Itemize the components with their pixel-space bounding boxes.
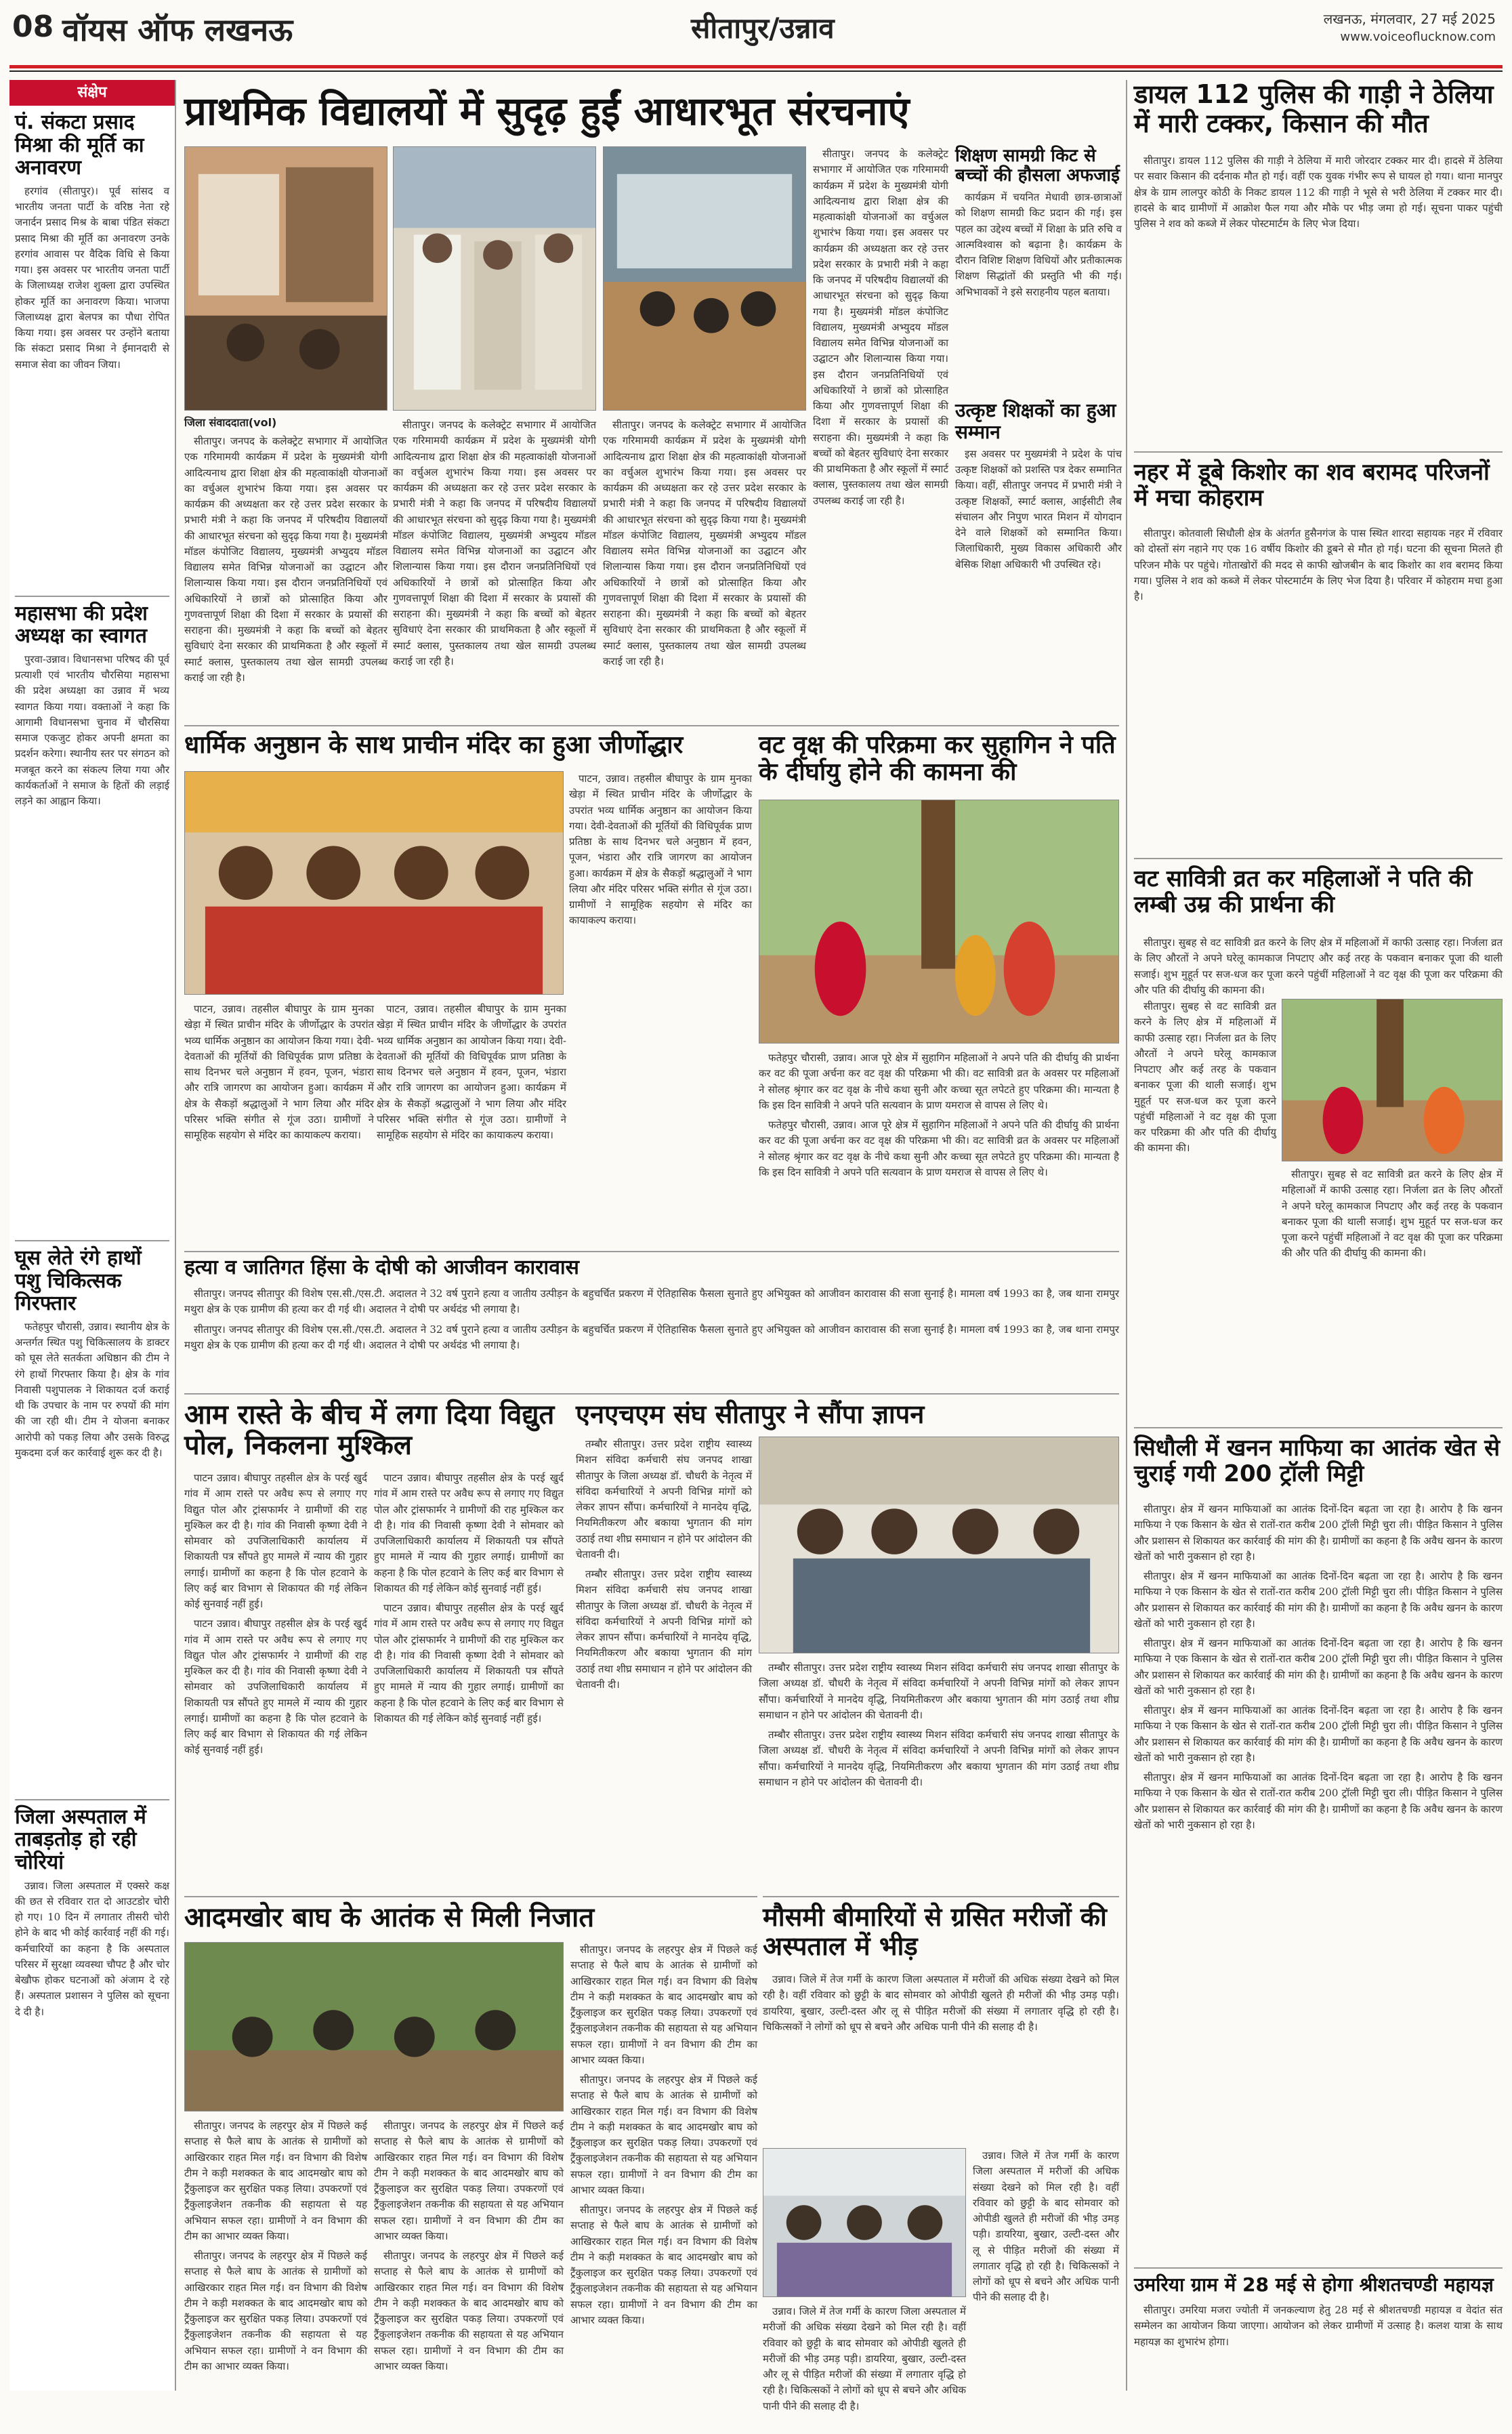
paper-name: वॉयस ऑफ लखनऊ (62, 12, 293, 48)
lead-photo-1 (184, 146, 387, 411)
vat-women-photo (1282, 999, 1503, 1161)
divider (184, 1393, 1119, 1395)
divider (1134, 2267, 1503, 2269)
canal-body: सीतापुर। कोतवाली सिधौली क्षेत्र के अंतर्गत हुसैनगंज के पास स्थित शारदा सहायक नहर में रविवार को दोस्तों संग नहाने गए एक 16 वर्षीय किशोर की डूबने से मौत हो गई। घटना की सूचना मिलते ही परिजन मौके पर पहुंचे। गोताखोरों की मदद से काफी खोजबीन के बाद किशोर का शव बरामद किया गया। पुलिस ने शव को कब्जे में लेकर पोस्टमार्टम के लिए भेज दिया है। परिवार में कोहराम मचा हुआ है। (1134, 527, 1503, 602)
lead-photo-3 (603, 146, 806, 411)
vat-women-body-2: सीतापुर। सुबह से वट सावित्री व्रत करने के लिए क्षेत्र में महिलाओं में काफी उत्साह रहा। निर्जला व्रत के लिए औरतों ने अपने घरेलू कामकाज निपटाए और कई तरह के पकवान बनाकर पूजा की थाली सजाई। शुभ मुहूर्त पर सज-धज कर पूजा करने पहुंचीं महिलाओं ने वट वृक्ष की पूजा कर परिक्रमा की और पति की दीर्घायु की कामना की। (1282, 1168, 1503, 1260)
lead-headline: प्राथमिक विद्यालयों में सुदृढ़ हुईं आधारभूत संरचनाएं (184, 88, 910, 134)
lead-sub2-headline: उत्कृष्ट शिक्षकों का हुआ सम्मान (955, 399, 1116, 443)
brief-headline: महासभा की प्रदेश अध्यक्ष का स्वागत (15, 601, 148, 648)
section-title: सीतापुर/उन्नाव (691, 12, 835, 45)
vat-body: फतेहपुर चौरासी, उन्नाव। आज पूरे क्षेत्र में सुहागिन महिलाओं ने अपने पति की दीर्घायु की प्रार्थना कर वट की पूजा अर्चना कर वट वृक्ष की परिक्रमा भी की। वट सावित्री व्रत के अवसर पर महिलाओं ने सोलह श्रृंगार कर वट वृक्ष के नीचे कथा सुनी और कच्चा सूत लपेटते हुए परिक्रमा की। मान्यता है कि इस दिन सावित्री ने अपने पति सत्यवान के प्राण यमराज से वापस ले लिए थे। फतेहपुर चौरासी, उन्नाव। आज पूरे क्षेत्र में सुहागिन महिलाओं ने अपने पति की दीर्घायु की प्रार्थना कर वट की पूजा अर्चना कर वट वृक्ष की परिक्रमा भी की। वट सावित्री व्रत के अवसर पर महिलाओं ने सोलह श्रृंगार कर वट वृक्ष के नीचे कथा सुनी और कच्चा सूत लपेटते हुए परिक्रमा की। मान्यता है कि इस दिन सावित्री ने अपने पति सत्यवान के प्राण यमराज से वापस ले लिए थे। (759, 1052, 1119, 1178)
brief-sidebar (9, 80, 176, 2391)
mining-body: सीतापुर। क्षेत्र में खनन माफियाओं का आतंक दिनों-दिन बढ़ता जा रहा है। आरोप है कि खनन माफिया ने एक किसान के खेत से रातों-रात करीब 200 ट्रॉली मिट्टी चुरा ली। पीड़ित किसान ने पुलिस और प्रशासन से शिकायत कर कार्रवाई की मांग की है। ग्रामीणों का कहना है कि अवैध खनन के कारण खेतों को भारी नुकसान हो रहा है। सीतापुर। क्षेत्र में खनन माफियाओं का आतंक दिनों-दिन बढ़ता जा रहा है। आरोप है कि खनन माफिया ने एक किसान के खेत से रातों-रात करीब 200 ट्रॉली मिट्टी चुरा ली। पीड़ित किसान ने पुलिस और प्रशासन से शिकायत कर कार्रवाई की मांग की है। ग्रामीणों का कहना है कि अवैध खनन के कारण खेतों को भारी नुकसान हो रहा है। सीतापुर। क्षेत्र में खनन माफियाओं का आतंक दिनों-दिन बढ़ता जा रहा है। आरोप है कि खनन माफिया ने एक किसान के खेत से रातों-रात करीब 200 ट्रॉली मिट्टी चुरा ली। पीड़ित किसान ने पुलिस और प्रशासन से शिकायत कर कार्रवाई की मांग की है। ग्रामीणों का कहना है कि अवैध खनन के कारण खेतों को भारी नुकसान हो रहा है। सीतापुर। क्षेत्र में खनन माफियाओं का आतंक दिनों-दिन बढ़ता जा रहा है। आरोप है कि खनन माफिया ने एक किसान के खेत से रातों-रात करीब 200 ट्रॉली मिट्टी चुरा ली। पीड़ित किसान ने पुलिस और प्रशासन से शिकायत कर कार्रवाई की मांग की है। ग्रामीणों का कहना है कि अवैध खनन के कारण खेतों को भारी नुकसान हो रहा है। सीतापुर। क्षेत्र में खनन माफियाओं का आतंक दिनों-दिन बढ़ता जा रहा है। आरोप है कि खनन माफिया ने एक किसान के खेत से रातों-रात करीब 200 ट्रॉली मिट्टी चुरा ली। पीड़ित किसान ने पुलिस और प्रशासन से शिकायत कर कार्रवाई की मांग की है। ग्रामीणों का कहना है कि अवैध खनन के कारण खेतों को भारी नुकसान हो रहा है। (1134, 1503, 1503, 1831)
divider (1134, 858, 1503, 859)
lead-photo-2 (393, 146, 596, 411)
canal-headline: नहर में डूबे किशोर का शव बरामद परिजनों में मचा कोहराम (1134, 459, 1490, 512)
brief-body: हरगांव (सीतापुर)। पूर्व सांसद व भारतीय जनता पार्टी के वरिष्ठ नेता रहे जनार्दन प्रसाद मिश्र के बाबा पंडित संकटा प्रसाद मिश्रा की मूर्ति का अनावरण उनके हरगांव आवास पर वैदिक विधि से किया गया। इस अवसर पर भारतीय जनता पार्टी के जिलाध्यक्ष राजेश शुक्ला द्वारा उपस्थित होकर मूर्ति का अनावरण किया। भाजपा जिलाध्यक्ष द्वारा बेलपत्र का पौधा रोपित किया गया। इस अवसर पर उन्होंने बताया कि संकटा प्रसाद मिश्रा ने ईमानदारी से समाज सेवा का जीवन जिया। (15, 184, 169, 371)
yagya-headline: उमरिया ग्राम में 28 मई से होगा श्रीशतचण्डी महायज्ञ (1134, 2273, 1494, 2296)
lead-sidebars (955, 146, 1122, 718)
vat-women-lede: सीतापुर। सुबह से वट सावित्री व्रत करने के लिए क्षेत्र में महिलाओं में काफी उत्साह रहा। निर्जला व्रत के लिए औरतों ने अपने घरेलू कामकाज निपटाए और कई तरह के पकवान बनाकर पूजा की थाली सजाई। शुभ मुहूर्त पर सज-धज कर पूजा करने पहुंचीं महिलाओं ने वट वृक्ष की पूजा कर परिक्रमा की और पति की दीर्घायु की कामना की। (1134, 936, 1503, 996)
pole-body: पाटन उन्नाव। बीघापुर तहसील क्षेत्र के परई खुर्द गांव में आम रास्ते पर अवैध रूप से लगाए गए विद्युत पोल और ट्रांसफार्मर ने ग्रामीणों की राह मुश्किल कर दी है। गांव की निवासी कृष्णा देवी ने सोमवार को उपजिलाधिकारी कार्यालय में शिकायती पत्र सौंपते हुए मामले में न्याय की गुहार लगाई। ग्रामीणों का कहना है कि पोल हटवाने के लिए कई बार विभाग से शिकायत की गई लेकिन कोई सुनवाई नहीं हुई। पाटन उन्नाव। बीघापुर तहसील क्षेत्र के परई खुर्द गांव में आम रास्ते पर अवैध रूप से लगाए गए विद्युत पोल और ट्रांसफार्मर ने ग्रामीणों की राह मुश्किल कर दी है। गांव की निवासी कृष्णा देवी ने सोमवार को उपजिलाधिकारी कार्यालय में शिकायती पत्र सौंपते हुए मामले में न्याय की गुहार लगाई। ग्रामीणों का कहना है कि पोल हटवाने के लिए कई बार विभाग से शिकायत की गई लेकिन कोई सुनवाई नहीं हुई। (184, 1472, 367, 1756)
divider (763, 1896, 1119, 1897)
mining-headline: सिधौली में खनन माफिया का आतंक खेत से चुराई गयी 200 ट्रॉली मिट्टी (1134, 1435, 1500, 1488)
temple-photo (184, 771, 564, 995)
yagya-body: सीतापुर। उमरिया मजरा ज्योती में जनकल्याण हेतु 28 मई से श्रीशतचण्डी महायज्ञ व वेदांत संत सम्मेलन का आयोजन किया जाएगा। आयोजन को लेकर ग्रामीणों में उत्साह है। कलश यात्रा के साथ महायज्ञ का शुभारंभ होगा। (1134, 2304, 1503, 2348)
disease-photo (763, 2148, 966, 2297)
dial112-headline: डायल 112 पुलिस की गाड़ी ने ठेलिया में मारी टक्कर, किसान की मौत (1134, 79, 1494, 138)
column-divider (1126, 80, 1127, 2391)
brief-headline: पं. संकटा प्रसाद मिश्रा की मूर्ति का अनावरण (15, 110, 144, 180)
verdict-headline: हत्या व जातिगत हिंसा के दोषी को आजीवन कारावास (184, 1256, 579, 1279)
temple-body-2: पाटन, उन्नाव। तहसील बीघापुर के ग्राम मुनका खेड़ा में स्थित प्राचीन मंदिर के जीर्णोद्धार के उपरांत भव्य धार्मिक अनुष्ठान का आयोजन किया गया। देवी-देवताओं की मूर्तियों की विधिपूर्वक प्राण प्रतिष्ठा के साथ दिनभर चले अनुष्ठान में हवन, पूजन, भंडारा और रात्रि जागरण का आयोजन हुआ। कार्यक्रम में क्षेत्र के सैकड़ों श्रद्धालुओं ने भाग लिया और मंदिर परिसर भक्ति संगीत से गूंज उठा। ग्रामीणों ने सामूहिक सहयोग से मंदिर का कायाकल्प कराया। (184, 1003, 374, 1141)
vat-women-body: सीतापुर। सुबह से वट सावित्री व्रत करने के लिए क्षेत्र में महिलाओं में काफी उत्साह रहा। निर्जला व्रत के लिए औरतों ने अपने घरेलू कामकाज निपटाए और कई तरह के पकवान बनाकर पूजा की थाली सजाई। शुभ मुहूर्त पर सज-धज कर पूजा करने पहुंचीं महिलाओं ने वट वृक्ष की पूजा कर परिक्रमा की और पति की दीर्घायु की कामना की। (1134, 1000, 1276, 1155)
nhm-body: तम्बौर सीतापुर। उत्तर प्रदेश राष्ट्रीय स्वास्थ्य मिशन संविदा कर्मचारी संघ जनपद शाखा सीतापुर के जिला अध्यक्ष डॉ. चौधरी के नेतृत्व में संविदा कर्मचारियों ने अपनी विभिन्न मांगों को लेकर ज्ञापन सौंपा। कर्मचारियों ने मानदेय वृद्धि, नियमितीकरण और बकाया भुगतान की मांग उठाई तथा शीघ्र समाधान न होने पर आंदोलन की चेतावनी दी। तम्बौर सीतापुर। उत्तर प्रदेश राष्ट्रीय स्वास्थ्य मिशन संविदा कर्मचारी संघ जनपद शाखा सीतापुर के जिला अध्यक्ष डॉ. चौधरी के नेतृत्व में संविदा कर्मचारियों ने अपनी विभिन्न मांगों को लेकर ज्ञापन सौंपा। कर्मचारियों ने मानदेय वृद्धि, नियमितीकरण और बकाया भुगतान की मांग उठाई तथा शीघ्र समाधान न होने पर आंदोलन की चेतावनी दी। (576, 1438, 752, 1691)
lead-sub1-body: कार्यक्रम में चयनित मेधावी छात्र-छात्राओं को शिक्षण सामग्री किट प्रदान की गई। इस पहल का उद्देश्य बच्चों में शिक्षा के प्रति रुचि व आत्मविश्वास को बढ़ाना है। कार्यक्रम के दौरान विशिष्ट शिक्षण विधियों और प्रतीकात्मक शिक्षण सिद्धांतों की प्रस्तुति भी की गई। अभिभावकों ने इसे सराहनीय पहल बताया। (955, 191, 1122, 298)
verdict-body: सीतापुर। जनपद सीतापुर की विशेष एस.सी./एस.टी. अदालत ने 32 वर्ष पुराने हत्या व जातीय उत्पीड़न के बहुचर्चित प्रकरण में ऐतिहासिक फैसला सुनाते हुए अभियुक्त को आजीवन कारावास की सजा सुनाई है। मामला वर्ष 1993 का है, जब थाना रामपुर मथुरा क्षेत्र के एक ग्रामीण की हत्या कर दी गई थी। अदालत ने दोषी पर अर्थदंड भी लगाया है। सीतापुर। जनपद सीतापुर की विशेष एस.सी./एस.टी. अदालत ने 32 वर्ष पुराने हत्या व जातीय उत्पीड़न के बहुचर्चित प्रकरण में ऐतिहासिक फैसला सुनाते हुए अभियुक्त को आजीवन कारावास की सजा सुनाई है। मामला वर्ष 1993 का है, जब थाना रामपुर मथुरा क्षेत्र के एक ग्रामीण की हत्या कर दी गई थी। अदालत ने दोषी पर अर्थदंड भी लगाया है। (184, 1287, 1119, 1351)
divider (184, 1251, 1119, 1252)
disease-body: उन्नाव। जिले में तेज गर्मी के कारण जिला अस्पताल में मरीजों की अधिक संख्या देखने को मिल रही है। वहीं रविवार को छुट्टी के बाद सोमवार को ओपीडी खुलते ही मरीजों की भीड़ उमड़ पड़ी। डायरिया, बुखार, उल्टी-दस्त और लू से पीड़ित मरीजों की संख्या में लगातार वृद्धि हो रही है। चिकित्सकों ने लोगों को धूप से बचने और अधिक पानी पीने की सलाह दी है। (763, 1973, 1119, 2033)
tiger-body-2: सीतापुर। जनपद के लहरपुर क्षेत्र में पिछले कई सप्ताह से फैले बाघ के आतंक से ग्रामीणों को आखिरकार राहत मिल गई। वन विभाग की विशेष टीम ने कड़ी मशक्कत के बाद आदमखोर बाघ को ट्रैंकुलाइज कर सुरक्षित पकड़ लिया। उपकरणों एवं ट्रैंकुलाइजेशन तकनीक की सहायता से यह अभियान सफल रहा। ग्रामीणों ने वन विभाग की टीम का आभार व्यक्त किया। सीतापुर। जनपद के लहरपुर क्षेत्र में पिछले कई सप्ताह से फैले बाघ के आतंक से ग्रामीणों को आखिरकार राहत मिल गई। वन विभाग की विशेष टीम ने कड़ी मशक्कत के बाद आदमखोर बाघ को ट्रैंकुलाइज कर सुरक्षित पकड़ लिया। उपकरणों एवं ट्रैंकुलाइजेशन तकनीक की सहायता से यह अभियान सफल रहा। ग्रामीणों ने वन विभाग की टीम का आभार व्यक्त किया। (374, 2120, 564, 2372)
pole-headline: आम रास्ते के बीच में लगा दिया विद्युत पोल, निकलना मुश्किल (184, 1399, 555, 1461)
dial112-body: सीतापुर। डायल 112 पुलिस की गाड़ी ने ठेलिया में मारी जोरदार टक्कर मार दी। हादसे में ठेलिया पर सवार किसान की दर्दनाक मौत हो गई। वहीं एक युवक गंभीर रूप से घायल हो गया। थाना मानपुर क्षेत्र के ग्राम लालपुर कोठी के निकट डायल 112 की गाड़ी ने भूसे से भरी ठेलिया में टक्कर मार दी। हादसे के बाद ग्रामीणों में आक्रोश फैल गया और मौके पर भीड़ जमा हो गई। सूचना पाकर पहुंची पुलिस ने शव को कब्जे में लेकर पोस्टमार्टम के लिए भेज दिया। (1134, 154, 1503, 230)
divider (184, 1896, 757, 1897)
temple-body: पाटन, उन्नाव। तहसील बीघापुर के ग्राम मुनका खेड़ा में स्थित प्राचीन मंदिर के जीर्णोद्धार के उपरांत भव्य धार्मिक अनुष्ठान का आयोजन किया गया। देवी-देवताओं की मूर्तियों की विधिपूर्वक प्राण प्रतिष्ठा के साथ दिनभर चले अनुष्ठान में हवन, पूजन, भंडारा और रात्रि जागरण का आयोजन हुआ। कार्यक्रम में क्षेत्र के सैकड़ों श्रद्धालुओं ने भाग लिया और मंदिर परिसर भक्ति संगीत से गूंज उठा। ग्रामीणों ने सामूहिक सहयोग से मंदिर का कायाकल्प कराया। (569, 772, 752, 927)
tiger-photo (184, 1942, 564, 2111)
lead-body-col4: सीतापुर। जनपद के कलेक्ट्रेट सभागार में आयोजित एक गरिमामयी कार्यक्रम में प्रदेश के मुख्यमंत्री योगी आदित्यनाथ द्वारा शिक्षा क्षेत्र की महत्वाकांक्षी योजनाओं का वर्चुअल शुभारंभ किया गया। इस अवसर पर कार्यक्रम की अध्यक्षता कर रहे उत्तर प्रदेश सरकार के प्रभारी मंत्री ने कहा कि जनपद में परिषदीय विद्यालयों की आधारभूत संरचना को सुदृढ़ किया गया है। मुख्यमंत्री मॉडल कंपोजिट विद्यालय, मुख्यमंत्री अभ्युदय मॉडल विद्यालय समेत विभिन्न योजनाओं का उद्घाटन और शिलान्यास किया गया। इस दौरान जनप्रतिनिधियों एवं अधिकारियों ने छात्रों को प्रोत्साहित किया और गुणवत्तापूर्ण शिक्षा की दिशा में सरकार के प्रयासों की सराहना की। मुख्यमंत्री ने कहा कि बच्चों को बेहतर सुविधाएं देना सरकार की प्राथमिकता है और स्कूलों में स्मार्ट क्लास, पुस्तकालय तथा खेल सामग्री उपलब्ध कराई जा रही है। (813, 148, 948, 507)
brief-story (9, 602, 175, 1235)
temple-body-3: पाटन, उन्नाव। तहसील बीघापुर के ग्राम मुनका खेड़ा में स्थित प्राचीन मंदिर के जीर्णोद्धार के उपरांत भव्य धार्मिक अनुष्ठान का आयोजन किया गया। देवी-देवताओं की मूर्तियों की विधिपूर्वक प्राण प्रतिष्ठा के साथ दिनभर चले अनुष्ठान में हवन, पूजन, भंडारा और रात्रि जागरण का आयोजन हुआ। कार्यक्रम में क्षेत्र के सैकड़ों श्रद्धालुओं ने भाग लिया और मंदिर परिसर भक्ति संगीत से गूंज उठा। ग्रामीणों ने सामूहिक सहयोग से मंदिर का कायाकल्प कराया। (377, 1003, 566, 1141)
brief-headline: घूस लेते रंगे हाथों पशु चिकित्सक गिरफ्तार (15, 1245, 142, 1316)
nhm-photo (759, 1437, 1119, 1653)
disease-body-2: उन्नाव। जिले में तेज गर्मी के कारण जिला अस्पताल में मरीजों की अधिक संख्या देखने को मिल रही है। वहीं रविवार को छुट्टी के बाद सोमवार को ओपीडी खुलते ही मरीजों की भीड़ उमड़ पड़ी। डायरिया, बुखार, उल्टी-दस्त और लू से पीड़ित मरीजों की संख्या में लगातार वृद्धि हो रही है। चिकित्सकों ने लोगों को धूप से बचने और अधिक पानी पीने की सलाह दी है। (973, 2149, 1119, 2304)
brief-story (9, 1806, 175, 2434)
page-number: 08 (12, 9, 54, 44)
tiger-headline: आदमखोर बाघ के आतंक से मिली निजात (184, 1902, 595, 1933)
brief-tag: संक्षेप (9, 80, 175, 106)
brief-headline: जिला अस्पताल में ताबड़तोड़ हो रही चोरियां (15, 1804, 146, 1874)
brief-body: पुरवा-उन्नाव। विधानसभा परिषद की पूर्व प्रत्याशी एवं भारतीय चौरसिया महासभा की प्रदेश अध्यक्षा का उन्नाव में भव्य स्वागत किया गया। वक्ताओं ने कहा कि आगामी विधानसभा चुनाव में चौरसिया समाज एकजुट होकर अपनी क्षमता का प्रदर्शन करेगा। स्थानीय स्तर पर संगठन को मजबूत करने का संकल्प लिया गया और कार्यकर्ताओं ने समाज के हितों की लड़ाई लड़ने का आह्वान किया। (15, 653, 169, 808)
temple-headline: धार्मिक अनुष्ठान के साथ प्राचीन मंदिर का हुआ जीर्णोद्धार (184, 731, 684, 759)
masthead-rule (9, 65, 1503, 68)
lead-body-col2: सीतापुर। जनपद के कलेक्ट्रेट सभागार में आयोजित एक गरिमामयी कार्यक्रम में प्रदेश के मुख्यमंत्री योगी आदित्यनाथ द्वारा शिक्षा क्षेत्र की महत्वाकांक्षी योजनाओं का वर्चुअल शुभारंभ किया गया। इस अवसर पर कार्यक्रम की अध्यक्षता कर रहे उत्तर प्रदेश सरकार के प्रभारी मंत्री ने कहा कि जनपद में परिषदीय विद्यालयों की आधारभूत संरचना को सुदृढ़ किया गया है। मुख्यमंत्री मॉडल कंपोजिट विद्यालय, मुख्यमंत्री अभ्युदय मॉडल विद्यालय समेत विभिन्न योजनाओं का उद्घाटन और शिलान्यास किया गया। इस दौरान जनप्रतिनिधियों एवं अधिकारियों ने छात्रों को प्रोत्साहित किया और गुणवत्तापूर्ण शिक्षा की दिशा में सरकार के प्रयासों की सराहना की। मुख्यमंत्री ने कहा कि बच्चों को बेहतर सुविधाएं देना सरकार की प्राथमिकता है और स्कूलों में स्मार्ट क्लास, पुस्तकालय तथा खेल सामग्री उपलब्ध कराई जा रही है। (393, 419, 596, 667)
vat-headline: वट वृक्ष की परिक्रमा कर सुहागिन ने पति के दीर्घायु होने की कामना की (759, 731, 1116, 787)
lead-byline: जिला संवाददाता(vol) (184, 416, 277, 429)
brief-body: उन्नाव। जिला अस्पताल में एक्सरे कक्ष की छत से रविवार रात दो आउटडोर चोरी हो गए। 10 दिन में लगातार तीसरी चोरी होने के बाद भी कोई कार्रवाई नहीं की गई। कर्मचारियों का कहना है कि अस्पताल परिसर में सुरक्षा व्यवस्था चौपट है और चोर बेखौफ होकर घटनाओं को अंजाम दे रहे हैं। अस्पताल प्रशासन ने पुलिस को सूचना दे दी है। (15, 1879, 169, 2018)
disease-body-3: उन्नाव। जिले में तेज गर्मी के कारण जिला अस्पताल में मरीजों की अधिक संख्या देखने को मिल रही है। वहीं रविवार को छुट्टी के बाद सोमवार को ओपीडी खुलते ही मरीजों की भीड़ उमड़ पड़ी। डायरिया, बुखार, उल्टी-दस्त और लू से पीड़ित मरीजों की संख्या में लगातार वृद्धि हो रही है। चिकित्सकों ने लोगों को धूप से बचने और अधिक पानी पीने की सलाह दी है। (763, 2305, 966, 2412)
masthead-rule-thin (9, 70, 1503, 72)
nhm-body-2: तम्बौर सीतापुर। उत्तर प्रदेश राष्ट्रीय स्वास्थ्य मिशन संविदा कर्मचारी संघ जनपद शाखा सीतापुर के जिला अध्यक्ष डॉ. चौधरी के नेतृत्व में संविदा कर्मचारियों ने अपनी विभिन्न मांगों को लेकर ज्ञापन सौंपा। कर्मचारियों ने मानदेय वृद्धि, नियमितीकरण और बकाया भुगतान की मांग उठाई तथा शीघ्र समाधान न होने पर आंदोलन की चेतावनी दी। तम्बौर सीतापुर। उत्तर प्रदेश राष्ट्रीय स्वास्थ्य मिशन संविदा कर्मचारी संघ जनपद शाखा सीतापुर के जिला अध्यक्ष डॉ. चौधरी के नेतृत्व में संविदा कर्मचारियों ने अपनी विभिन्न मांगों को लेकर ज्ञापन सौंपा। कर्मचारियों ने मानदेय वृद्धि, नियमितीकरण और बकाया भुगतान की मांग उठाई तथा शीघ्र समाधान न होने पर आंदोलन की चेतावनी दी। (759, 1662, 1119, 1788)
brief-story (9, 1247, 175, 1794)
vat-women-headline: वट सावित्री व्रत कर महिलाओं ने पति की लम्बी उम्र की प्रार्थना की (1134, 865, 1473, 919)
divider (1134, 1427, 1503, 1428)
lead-sub1-headline: शिक्षण सामग्री किट से बच्चों की हौसला अफजाई (955, 146, 1120, 186)
lead-body-col3: सीतापुर। जनपद के कलेक्ट्रेट सभागार में आयोजित एक गरिमामयी कार्यक्रम में प्रदेश के मुख्यमंत्री योगी आदित्यनाथ द्वारा शिक्षा क्षेत्र की महत्वाकांक्षी योजनाओं का वर्चुअल शुभारंभ किया गया। इस अवसर पर कार्यक्रम की अध्यक्षता कर रहे उत्तर प्रदेश सरकार के प्रभारी मंत्री ने कहा कि जनपद में परिषदीय विद्यालयों की आधारभूत संरचना को सुदृढ़ किया गया है। मुख्यमंत्री मॉडल कंपोजिट विद्यालय, मुख्यमंत्री अभ्युदय मॉडल विद्यालय समेत विभिन्न योजनाओं का उद्घाटन और शिलान्यास किया गया। इस दौरान जनप्रतिनिधियों एवं अधिकारियों ने छात्रों को प्रोत्साहित किया और गुणवत्तापूर्ण शिक्षा की दिशा में सरकार के प्रयासों की सराहना की। मुख्यमंत्री ने कहा कि बच्चों को बेहतर सुविधाएं देना सरकार की प्राथमिकता है और स्कूलों में स्मार्ट क्लास, पुस्तकालय तथा खेल सामग्री उपलब्ध कराई जा रही है। (603, 419, 806, 667)
brief-story (9, 111, 175, 590)
vat-photo (759, 800, 1119, 1044)
disease-headline: मौसमी बीमारियों से ग्रसित मरीजों की अस्पताल में भीड़ (763, 1902, 1107, 1961)
brief-body: फतेहपुर चौरासी, उन्नाव। स्थानीय क्षेत्र के अन्तर्गत स्थित पशु चिकित्सालय के डाक्टर को घूस लेते सतर्कता अधिष्ठान की टीम ने रंगे हाथों गिरफ्तार किया है। क्षेत्र के गांव निवासी पशुपालक ने शिकायत दर्ज कराई थी कि उपचार के नाम पर रुपयों की मांग की जा रही थी। टीम ने योजना बनाकर आरोपी को पकड़ लिया और उसके विरुद्ध मुकदमा दर्ज कर कार्रवाई शुरू कर दी है। (15, 1320, 169, 1459)
nhm-headline: एनएचएम संघ सीतापुर ने सौंपा ज्ञापन (576, 1399, 925, 1429)
website-url: www.voiceoflucknow.com (1340, 30, 1496, 44)
lead-sub2-body: इस अवसर पर मुख्यमंत्री ने प्रदेश के पांच उत्कृष्ट शिक्षकों को प्रशस्ति पत्र देकर सम्मानित किया। वहीं, सीतापुर जनपद में प्रभारी मंत्री ने उत्कृष्ट शिक्षकों, स्मार्ट क्लास, आईसीटी लैब संचालन और निपुण भारत मिशन में योगदान देने वाले शिक्षकों को सम्मानित किया। जिलाधिकारी, मुख्य विकास अधिकारी और बेसिक शिक्षा अधिकारी भी उपस्थित रहे। (955, 447, 1122, 571)
pole-body-2: पाटन उन्नाव। बीघापुर तहसील क्षेत्र के परई खुर्द गांव में आम रास्ते पर अवैध रूप से लगाए गए विद्युत पोल और ट्रांसफार्मर ने ग्रामीणों की राह मुश्किल कर दी है। गांव की निवासी कृष्णा देवी ने सोमवार को उपजिलाधिकारी कार्यालय में शिकायती पत्र सौंपते हुए मामले में न्याय की गुहार लगाई। ग्रामीणों का कहना है कि पोल हटवाने के लिए कई बार विभाग से शिकायत की गई लेकिन कोई सुनवाई नहीं हुई। पाटन उन्नाव। बीघापुर तहसील क्षेत्र के परई खुर्द गांव में आम रास्ते पर अवैध रूप से लगाए गए विद्युत पोल और ट्रांसफार्मर ने ग्रामीणों की राह मुश्किल कर दी है। गांव की निवासी कृष्णा देवी ने सोमवार को उपजिलाधिकारी कार्यालय में शिकायती पत्र सौंपते हुए मामले में न्याय की गुहार लगाई। ग्रामीणों का कहना है कि पोल हटवाने के लिए कई बार विभाग से शिकायत की गई लेकिन कोई सुनवाई नहीं हुई। (374, 1472, 564, 1725)
tiger-body: सीतापुर। जनपद के लहरपुर क्षेत्र में पिछले कई सप्ताह से फैले बाघ के आतंक से ग्रामीणों को आखिरकार राहत मिल गई। वन विभाग की विशेष टीम ने कड़ी मशक्कत के बाद आदमखोर बाघ को ट्रैंकुलाइज कर सुरक्षित पकड़ लिया। उपकरणों एवं ट्रैंकुलाइजेशन तकनीक की सहायता से यह अभियान सफल रहा। ग्रामीणों ने वन विभाग की टीम का आभार व्यक्त किया। सीतापुर। जनपद के लहरपुर क्षेत्र में पिछले कई सप्ताह से फैले बाघ के आतंक से ग्रामीणों को आखिरकार राहत मिल गई। वन विभाग की विशेष टीम ने कड़ी मशक्कत के बाद आदमखोर बाघ को ट्रैंकुलाइज कर सुरक्षित पकड़ लिया। उपकरणों एवं ट्रैंकुलाइजेशन तकनीक की सहायता से यह अभियान सफल रहा। ग्रामीणों ने वन विभाग की टीम का आभार व्यक्त किया। (184, 2120, 367, 2372)
dateline: लखनऊ, मंगलवार, 27 मई 2025 (1323, 11, 1496, 27)
tiger-body-3: सीतापुर। जनपद के लहरपुर क्षेत्र में पिछले कई सप्ताह से फैले बाघ के आतंक से ग्रामीणों को आखिरकार राहत मिल गई। वन विभाग की विशेष टीम ने कड़ी मशक्कत के बाद आदमखोर बाघ को ट्रैंकुलाइज कर सुरक्षित पकड़ लिया। उपकरणों एवं ट्रैंकुलाइजेशन तकनीक की सहायता से यह अभियान सफल रहा। ग्रामीणों ने वन विभाग की टीम का आभार व्यक्त किया। सीतापुर। जनपद के लहरपुर क्षेत्र में पिछले कई सप्ताह से फैले बाघ के आतंक से ग्रामीणों को आखिरकार राहत मिल गई। वन विभाग की विशेष टीम ने कड़ी मशक्कत के बाद आदमखोर बाघ को ट्रैंकुलाइज कर सुरक्षित पकड़ लिया। उपकरणों एवं ट्रैंकुलाइजेशन तकनीक की सहायता से यह अभियान सफल रहा। ग्रामीणों ने वन विभाग की टीम का आभार व्यक्त किया। सीतापुर। जनपद के लहरपुर क्षेत्र में पिछले कई सप्ताह से फैले बाघ के आतंक से ग्रामीणों को आखिरकार राहत मिल गई। वन विभाग की विशेष टीम ने कड़ी मशक्कत के बाद आदमखोर बाघ को ट्रैंकुलाइज कर सुरक्षित पकड़ लिया। उपकरणों एवं ट्रैंकुलाइजेशन तकनीक की सहायता से यह अभियान सफल रहा। ग्रामीणों ने वन विभाग की टीम का आभार व्यक्त किया। (570, 1943, 757, 2326)
divider (1134, 451, 1503, 453)
lead-body: सीतापुर। जनपद के कलेक्ट्रेट सभागार में आयोजित एक गरिमामयी कार्यक्रम में प्रदेश के मुख्यमंत्री योगी आदित्यनाथ द्वारा शिक्षा क्षेत्र की महत्वाकांक्षी योजनाओं का वर्चुअल शुभारंभ किया गया। इस अवसर पर कार्यक्रम की अध्यक्षता कर रहे उत्तर प्रदेश सरकार के प्रभारी मंत्री ने कहा कि जनपद में परिषदीय विद्यालयों की आधारभूत संरचना को सुदृढ़ किया गया है। मुख्यमंत्री मॉडल कंपोजिट विद्यालय, मुख्यमंत्री अभ्युदय मॉडल विद्यालय समेत विभिन्न योजनाओं का उद्घाटन और शिलान्यास किया गया। इस दौरान जनप्रतिनिधियों एवं अधिकारियों ने छात्रों को प्रोत्साहित किया और गुणवत्तापूर्ण शिक्षा की दिशा में सरकार के प्रयासों की सराहना की। मुख्यमंत्री ने कहा कि बच्चों को बेहतर सुविधाएं देना सरकार की प्राथमिकता है और स्कूलों में स्मार्ट क्लास, पुस्तकालय तथा खेल सामग्री उपलब्ध कराई जा रही है। (184, 435, 387, 684)
divider (184, 725, 1119, 726)
